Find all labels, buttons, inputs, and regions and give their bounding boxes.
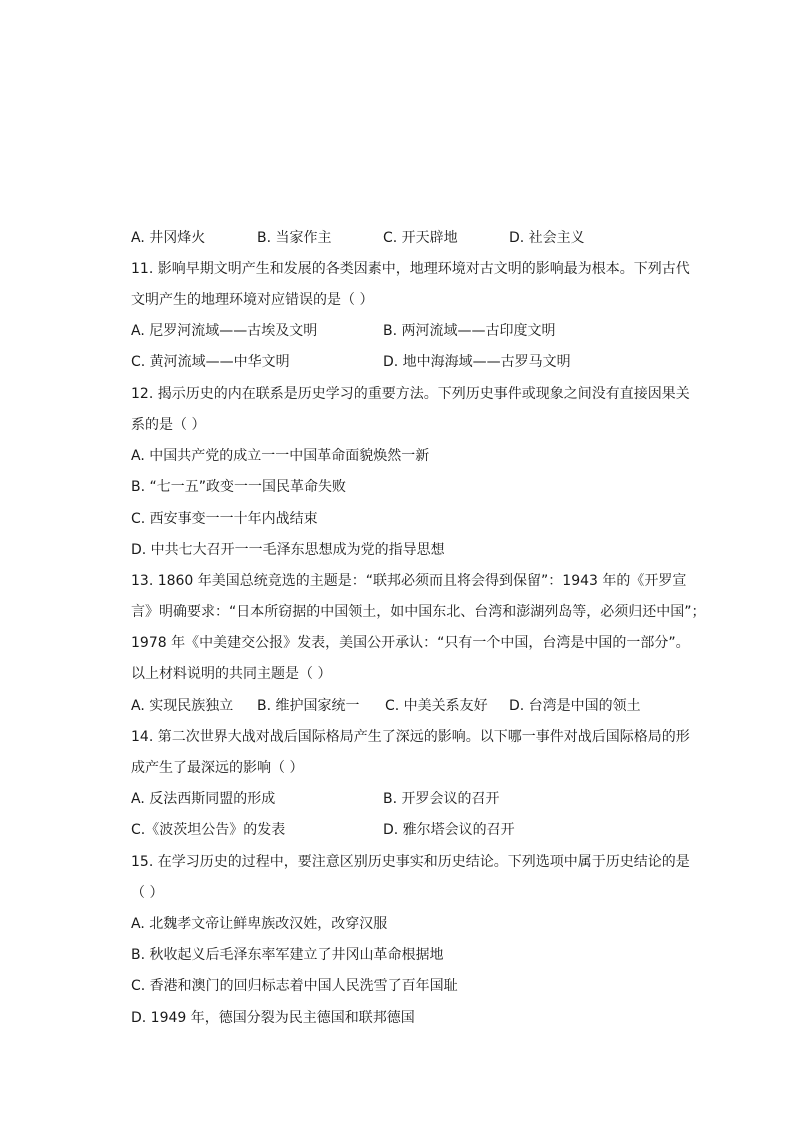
q14-stem-line1: 14. 第二次世界大战对战后国际格局产生了深远的影响。以下哪一事件对战后国际格局的形 — [131, 729, 690, 745]
q11-option-c: C. 黄河流域——中华文明 — [131, 354, 290, 370]
q14-option-c: C.《波茨坦公告》的发表 — [131, 822, 286, 838]
q14-option-d: D. 雅尔塔会议的召开 — [383, 822, 515, 838]
q12-option-a: A. 中国共产党的成立一一中国革命面貌焕然一新 — [131, 448, 430, 464]
q10-option-a: A. 井冈烽火 — [131, 230, 206, 246]
q12-option-d: D. 中共七大召开一一毛泽东思想成为党的指导思想 — [131, 542, 445, 558]
q14-stem-line2: 成产生了最深远的影响（ ） — [131, 760, 304, 776]
q11-option-d: D. 地中海海域——古罗马文明 — [383, 354, 571, 370]
q13-option-d: D. 台湾是中国的领土 — [509, 698, 641, 714]
q14-option-b: B. 开罗会议的召开 — [383, 791, 500, 807]
q13-stem-line4: 以上材料说明的共同主题是（ ） — [131, 666, 332, 682]
q13-option-a: A. 实现民族独立 — [131, 698, 234, 714]
q11-option-a: A. 尼罗河流域——古埃及文明 — [131, 323, 318, 339]
q10-option-b: B. 当家作主 — [257, 230, 332, 246]
q14-option-a: A. 反法西斯同盟的形成 — [131, 791, 276, 807]
q15-stem-line2: （ ） — [131, 885, 164, 901]
q15-option-a: A. 北魏孝文帝让鲜卑族改汉姓，改穿汉服 — [131, 916, 388, 932]
q13-option-c: C. 中美关系友好 — [385, 698, 488, 714]
q13-stem-line1: 13. 1860 年美国总统竞选的主题是：“联邦必须而且将会得到保留”：1943 年的《开罗宣 — [131, 573, 687, 589]
q15-option-b: B. 秋收起义后毛泽东率军建立了井冈山革命根据地 — [131, 947, 444, 963]
q12-option-b: B. “七一五”政变一一国民革命失败 — [131, 479, 347, 495]
q15-option-d: D. 1949 年，德国分裂为民主德国和联邦德国 — [131, 1010, 415, 1026]
q12-option-c: C. 西安事变一一十年内战结束 — [131, 511, 318, 527]
q13-option-b: B. 维护国家统一 — [257, 698, 360, 714]
q13-stem-line2: 言》明确要求：“日本所窃据的中国领土，如中国东北、台湾和澎湖列岛等，必须归还中国”； — [131, 604, 706, 620]
q11-stem-line2: 文明产生的地理环境对应错误的是（ ） — [131, 292, 374, 308]
q13-stem-line3: 1978 年《中美建交公报》发表，美国公开承认：“只有一个中国，台湾是中国的一部分”。 — [131, 635, 690, 651]
q12-stem-line1: 12. 揭示历史的内在联系是历史学习的重要方法。下列历史事件或现象之间没有直接因果关 — [131, 386, 690, 402]
q12-stem-line2: 系的是（ ） — [131, 417, 206, 433]
q11-stem-line1: 11. 影响早期文明产生和发展的各类因素中，地理环境对古文明的影响最为根本。下列古代 — [131, 261, 690, 277]
q10-option-c: C. 开天辟地 — [383, 230, 458, 246]
q15-option-c: C. 香港和澳门的回归标志着中国人民洗雪了百年国耻 — [131, 978, 458, 994]
q10-option-d: D. 社会主义 — [509, 230, 585, 246]
q15-stem-line1: 15. 在学习历史的过程中，要注意区别历史事实和历史结论。下列选项中属于历史结论的是 — [131, 854, 690, 870]
q11-option-b: B. 两河流域——古印度文明 — [383, 323, 556, 339]
